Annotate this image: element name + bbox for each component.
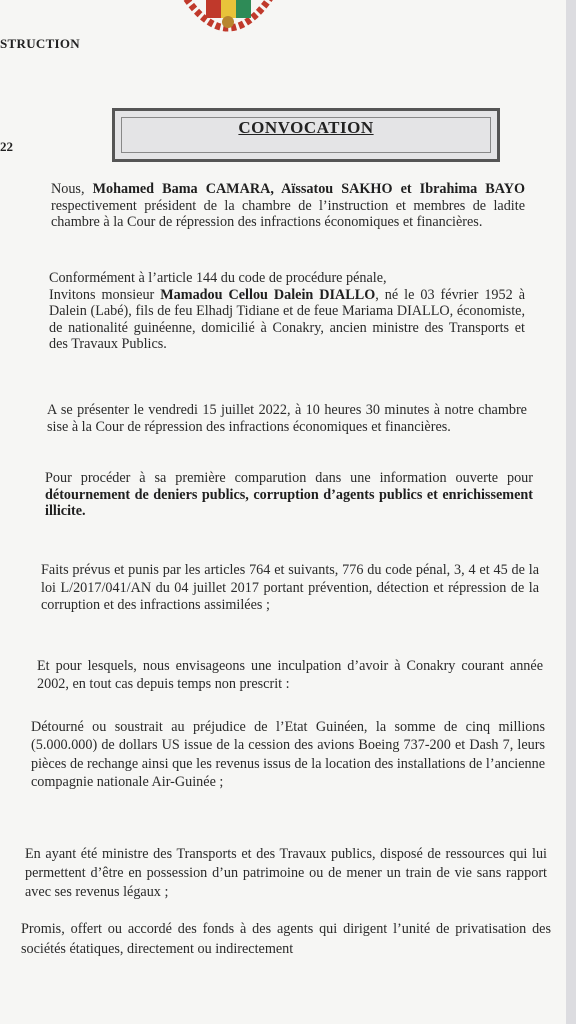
charges-text: détournement de deniers publics, corruption d’agents publics et enrichissement illicite. xyxy=(45,486,533,519)
document-title: CONVOCATION xyxy=(238,118,374,137)
paragraph-promis: Promis, offert ou accordé des fonds à des agents qui dirigent l’unité de privatisation des sociétés étatiques, directement ou indirectement xyxy=(21,921,551,957)
person-name: Mamadou Cellou Dalein DIALLO xyxy=(160,286,376,303)
title-box xyxy=(112,108,500,162)
reference-number: 22 xyxy=(0,139,13,154)
paragraph-convocation: Conformément à l’article 144 du code de procédure pénale, Invitons monsieur Mamadou Cellou Dalein DIALLO, né le 03 février 1952 à Dalein (Labé), fils de feu Elhadj Tidiane et de feue Mariama DIALLO, économiste, de nationalité guinéenne, domicilié à Conakry, ancien ministre des Transports et des Travaux Publics. xyxy=(49,270,525,352)
magistrate-names: Mohamed Bama CAMARA, Aïssatou SAKHO et Ibrahima BAYO xyxy=(92,181,525,197)
paragraph-procedure: Pour procéder à sa première comparution dans une information ouverte pour détournement de deniers publics, corruption d’agents publics et enrichissement illicite. xyxy=(45,470,533,519)
paragraph-detournement: Détourné ou soustrait au préjudice de l’Etat Guinéen, la somme de cinq millions (5.000.000) de dollars US issue de la cession des avions Boeing 737-200 et Dash 7, leurs pièces de rechange ainsi que les revenus issus de la location des installations de l’ancienne compagnie nationale Air-Guinée ; xyxy=(31,719,545,791)
paragraph-intro: Nous, Mohamed Bama CAMARA, Aïssatou SAKHO et Ibrahima BAYO respectivement président de la chambre de l’instruction et membres de ladite chambre à la Cour de répression des infractions économiques et financières. xyxy=(51,181,525,230)
page-edge xyxy=(566,0,576,1024)
paragraph-date: A se présenter le vendredi 15 juillet 2022, à 10 heures 30 minutes à notre chambre sise à la Cour de répression des infractions économiques et financières. xyxy=(47,402,527,435)
paragraph-ministre: En ayant été ministre des Transports et des Travaux publics, disposé de ressources qui lui permettent d’être en possession d’un patrimoine ou de mener un train de vie sans rapport avec ses revenus légaux ; xyxy=(25,846,547,900)
paragraph-inculpation: Et pour lesquels, nous envisageons une inculpation d’avoir à Conakry courant année 2002, en tout cas depuis temps non prescrit : xyxy=(37,658,543,692)
paragraph-facts: Faits prévus et punis par les articles 764 et suivants, 776 du code pénal, 3, 4 et 45 de la loi L/2017/041/AN du 04 juillet 2017 portant prévention, détection et répression de la corruption et des infractions assimilées ; xyxy=(41,562,539,613)
national-emblem-icon xyxy=(176,0,280,42)
header-department-text: STRUCTION xyxy=(0,36,80,51)
